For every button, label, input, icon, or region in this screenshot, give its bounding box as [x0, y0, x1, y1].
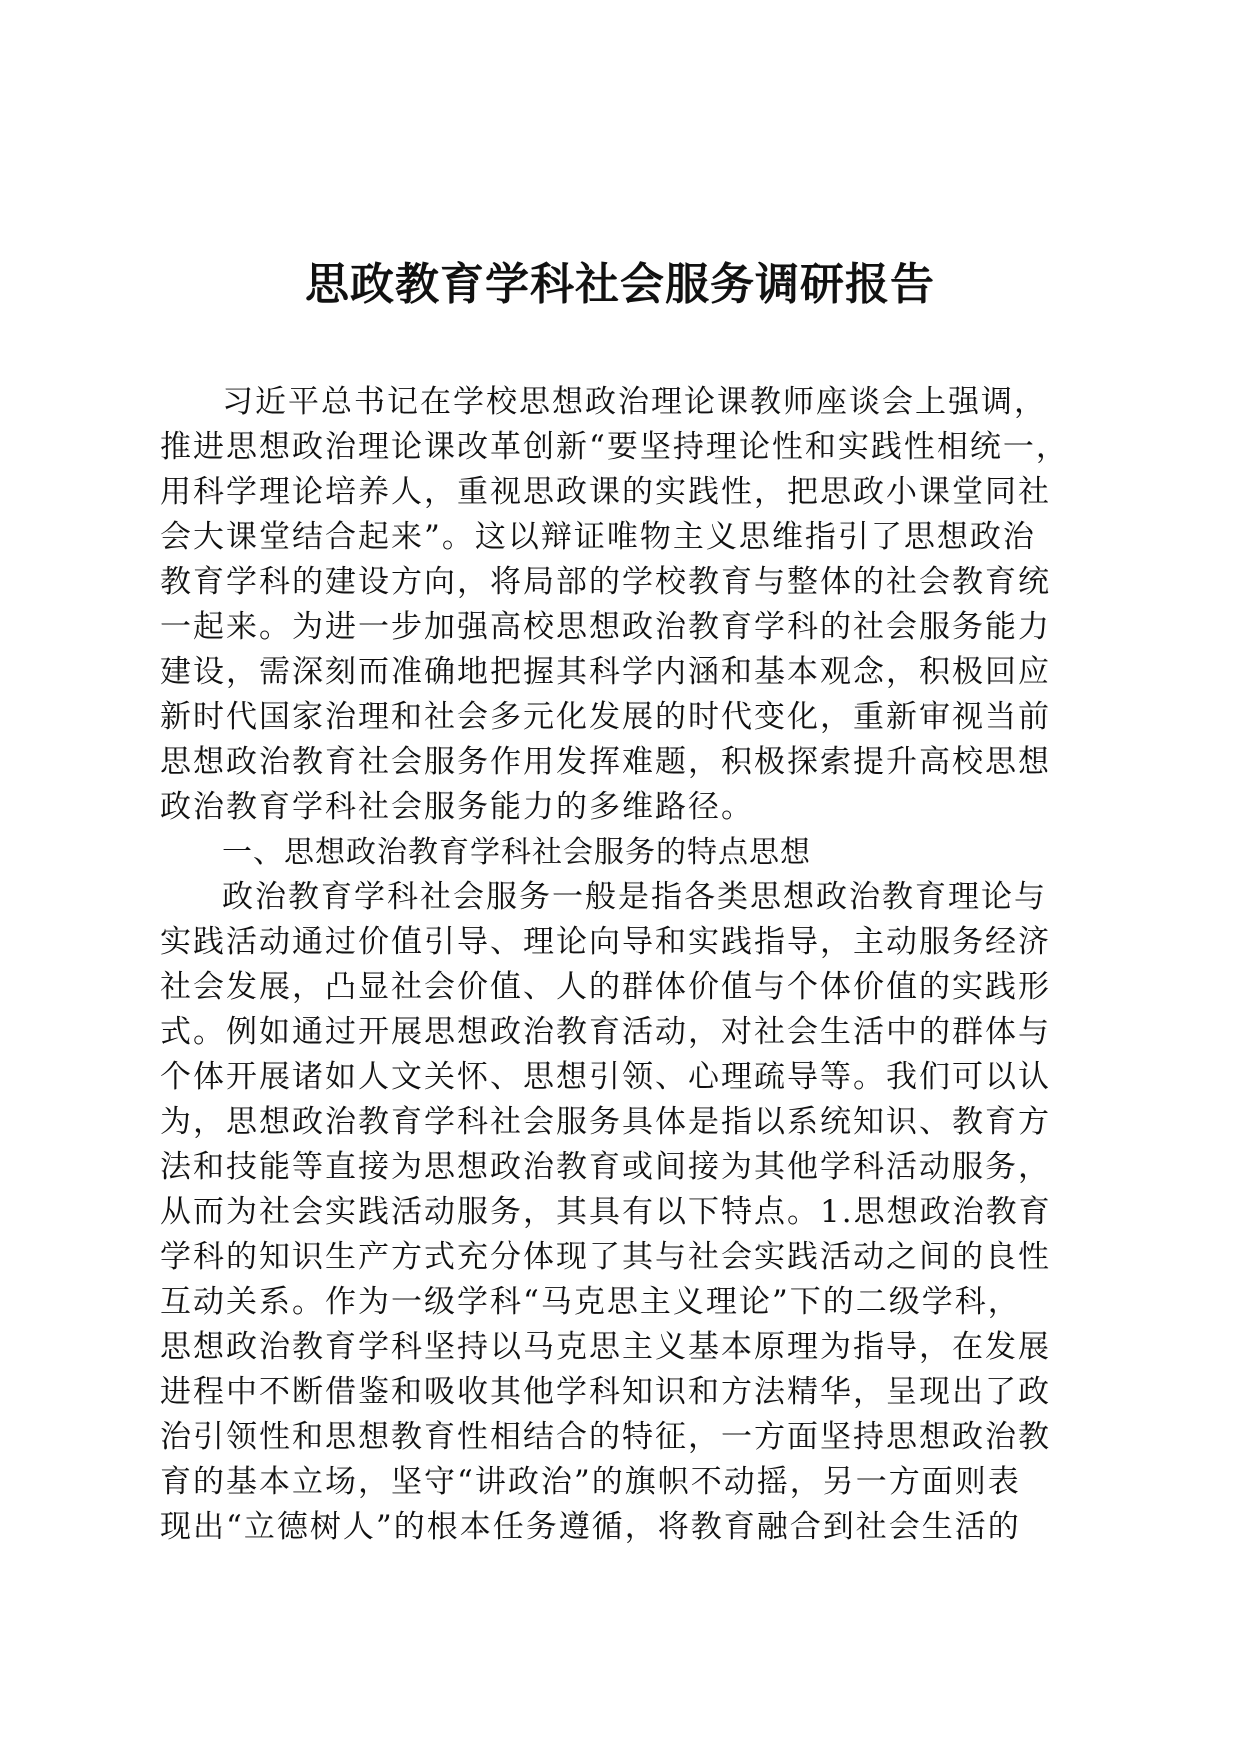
text-line: 新时代国家治理和社会多元化发展的时代变化，重新审视当前	[160, 699, 1051, 735]
text-line: 进程中不断借鉴和吸收其他学科知识和方法精华，呈现出了政	[160, 1374, 1051, 1410]
text-line: 法和技能等直接为思想政治教育或间接为其他学科活动服务，	[160, 1149, 1051, 1185]
text-line: 思想政治教育社会服务作用发挥难题，积极探索提升高校思想	[160, 744, 1051, 780]
page-title: 思政教育学科社会服务调研报告	[305, 259, 935, 310]
text-line: 个体开展诸如人文关怀、思想引领、心理疏导等。我们可以认	[160, 1059, 1051, 1095]
text-line: 式。例如通过开展思想政治教育活动，对社会生活中的群体与	[160, 1014, 1051, 1050]
section-heading: 一、思想政治教育学科社会服务的特点思想	[222, 835, 811, 870]
text-line: 用科学理论培养人，重视思政课的实践性，把思政小课堂同社	[160, 474, 1051, 510]
text-line: 政治教育学科社会服务一般是指各类思想政治教育理论与	[222, 879, 1047, 915]
text-line: 育的基本立场，坚守“讲政治”的旗帜不动摇，另一方面则表	[160, 1464, 1021, 1500]
text-line: 为，思想政治教育学科社会服务具体是指以系统知识、教育方	[160, 1104, 1051, 1140]
text-line: 一起来。为进一步加强高校思想政治教育学科的社会服务能力	[160, 609, 1051, 645]
text-line: 学科的知识生产方式充分体现了其与社会实践活动之间的良性	[160, 1239, 1051, 1275]
text-line: 政治教育学科社会服务能力的多维路径。	[160, 789, 754, 825]
text-line: 教育学科的建设方向，将局部的学校教育与整体的社会教育统	[160, 564, 1051, 600]
text-line: 治引领性和思想教育性相结合的特征，一方面坚持思想政治教	[160, 1419, 1051, 1455]
text-line: 从而为社会实践活动服务，其具有以下特点。1.思想政治教育	[160, 1194, 1052, 1230]
text-line: 习近平总书记在学校思想政治理论课教师座谈会上强调，	[222, 384, 1047, 420]
text-line: 推进思想政治理论课改革创新“要坚持理论性和实践性相统一，	[160, 429, 1069, 465]
text-line: 会大课堂结合起来”。这以辩证唯物主义思维指引了思想政治	[160, 519, 1036, 555]
text-line: 社会发展，凸显社会价值、人的群体价值与个体价值的实践形	[160, 969, 1051, 1005]
text-line: 互动关系。作为一级学科“马克思主义理论”下的二级学科，	[160, 1284, 1021, 1320]
document-body	[160, 380, 1080, 1550]
text-line: 实践活动通过价值引导、理论向导和实践指导，主动服务经济	[160, 924, 1051, 960]
text-line: 现出“立德树人”的根本任务遵循，将教育融合到社会生活的	[160, 1509, 1021, 1545]
text-line: 思想政治教育学科坚持以马克思主义基本原理为指导，在发展	[160, 1329, 1051, 1365]
text-line: 建设，需深刻而准确地把握其科学内涵和基本观念，积极回应	[160, 654, 1051, 690]
